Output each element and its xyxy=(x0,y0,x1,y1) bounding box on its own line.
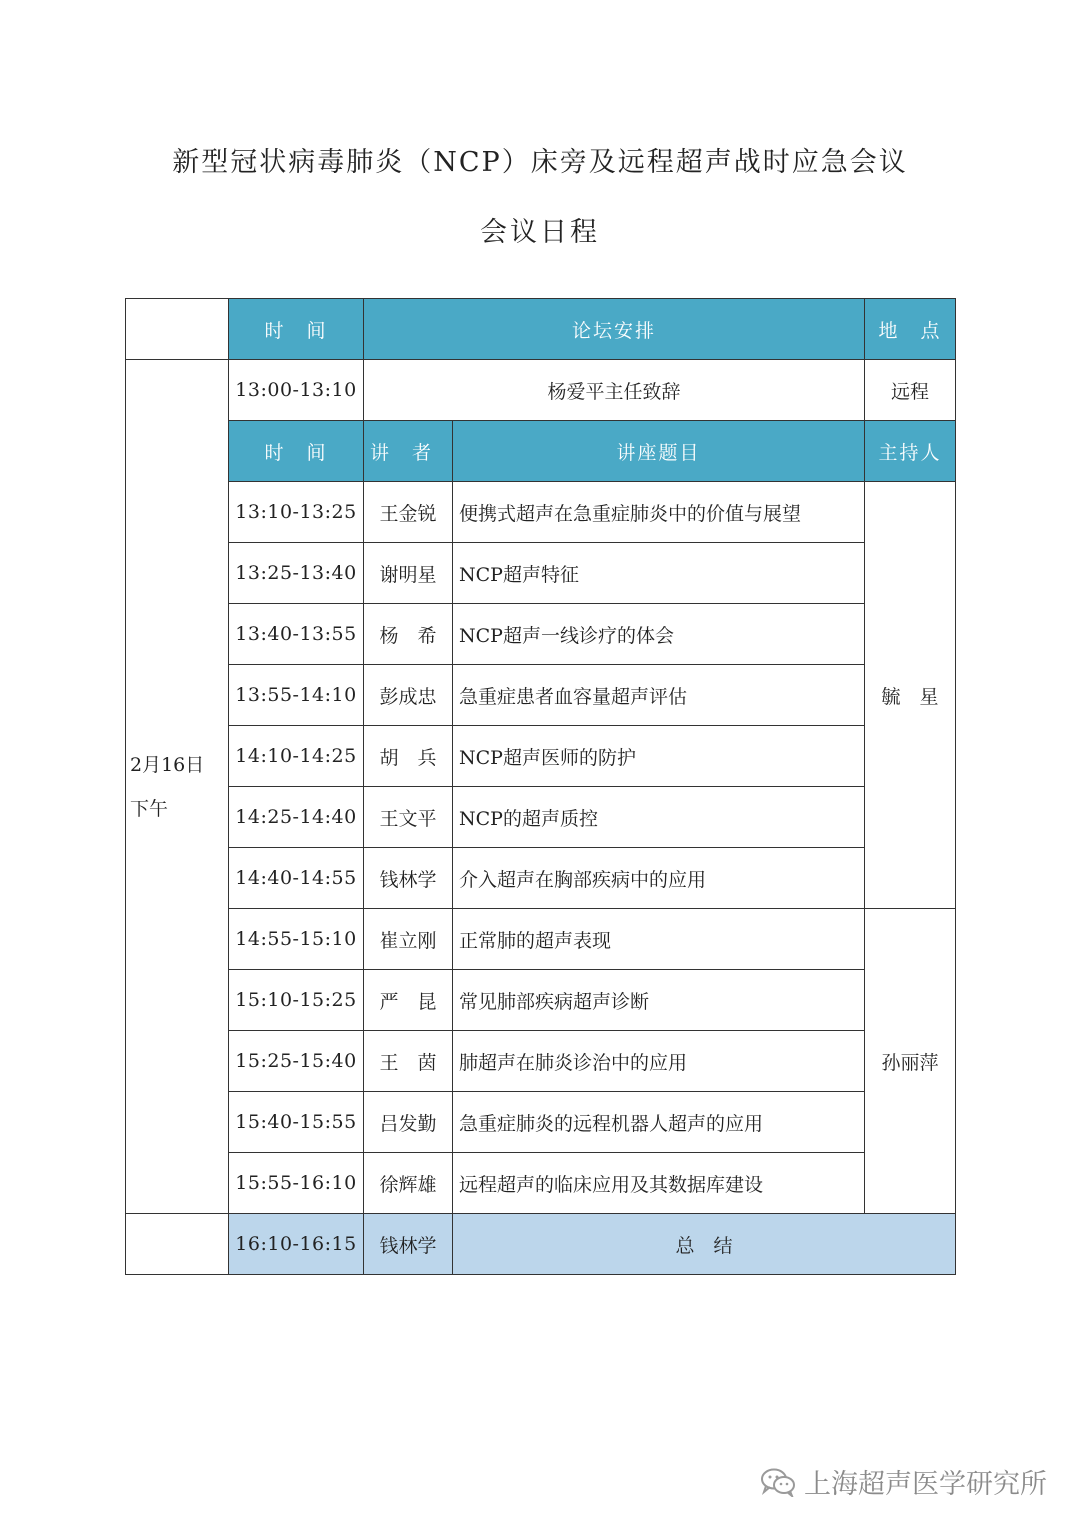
document-subtitle: 会议日程 xyxy=(480,217,600,248)
session-speaker: 崔立刚 xyxy=(364,909,453,970)
table-row xyxy=(126,1153,956,1214)
host-cell-2: 孙丽萍 xyxy=(865,909,956,1214)
session-time: 13:25-13:40 xyxy=(229,543,364,604)
session-speaker: 杨 希 xyxy=(364,604,453,665)
header-forum: 论坛安排 xyxy=(364,299,865,360)
table-row xyxy=(126,604,956,665)
session-time: 14:10-14:25 xyxy=(229,726,364,787)
closing-row xyxy=(126,1214,956,1275)
session-topic: 介入超声在胸部疾病中的应用 xyxy=(453,848,865,909)
session-time: 15:25-15:40 xyxy=(229,1031,364,1092)
schedule-table xyxy=(125,298,956,1275)
table-row xyxy=(126,482,956,543)
session-speaker: 胡 兵 xyxy=(364,726,453,787)
table-row xyxy=(126,1092,956,1153)
session-speaker: 钱林学 xyxy=(364,848,453,909)
opening-location: 远程 xyxy=(865,360,956,421)
blank-closing-cell xyxy=(126,1214,229,1275)
session-speaker: 彭成忠 xyxy=(364,665,453,726)
session-topic: 肺超声在肺炎诊治中的应用 xyxy=(453,1031,865,1092)
session-topic: 常见肺部疾病超声诊断 xyxy=(453,970,865,1031)
header2-speaker: 讲 者 xyxy=(364,421,453,482)
session-topic: NCP的超声质控 xyxy=(453,787,865,848)
header-row-2 xyxy=(126,421,956,482)
watermark xyxy=(760,1462,1047,1501)
host-cell-1: 毓 星 xyxy=(865,482,956,909)
header-time: 时 间 xyxy=(229,299,364,360)
session-topic: 远程超声的临床应用及其数据库建设 xyxy=(453,1153,865,1214)
opening-content: 杨爱平主任致辞 xyxy=(364,360,865,421)
header2-host: 主持人 xyxy=(865,421,956,482)
opening-row xyxy=(126,360,956,421)
session-topic: NCP超声特征 xyxy=(453,543,865,604)
watermark-text: 上海超声医学研究所 xyxy=(804,1469,1047,1500)
session-topic: 正常肺的超声表现 xyxy=(453,909,865,970)
header-location: 地 点 xyxy=(865,299,956,360)
session-topic: NCP超声一线诊疗的体会 xyxy=(453,604,865,665)
session-speaker: 王 茵 xyxy=(364,1031,453,1092)
session-speaker: 谢明星 xyxy=(364,543,453,604)
session-topic: 便携式超声在急重症肺炎中的价值与展望 xyxy=(453,482,865,543)
session-time: 14:40-14:55 xyxy=(229,848,364,909)
session-topic: NCP超声医师的防护 xyxy=(453,726,865,787)
table-row xyxy=(126,909,956,970)
date-label: 2月16日 xyxy=(130,753,205,776)
document-title: 新型冠状病毒肺炎（NCP）床旁及远程超声战时应急会议 xyxy=(172,147,908,178)
table-row xyxy=(126,543,956,604)
session-time: 15:55-16:10 xyxy=(229,1153,364,1214)
table-row xyxy=(126,1031,956,1092)
table-row xyxy=(126,848,956,909)
table-row xyxy=(126,726,956,787)
session-speaker: 吕发勤 xyxy=(364,1092,453,1153)
session-speaker: 王金锐 xyxy=(364,482,453,543)
closing-content: 总 结 xyxy=(453,1214,956,1275)
session-speaker: 严 昆 xyxy=(364,970,453,1031)
session-topic: 急重症肺炎的远程机器人超声的应用 xyxy=(453,1092,865,1153)
session-time: 13:55-14:10 xyxy=(229,665,364,726)
header-row-1 xyxy=(126,299,956,360)
wechat-icon xyxy=(760,1467,796,1497)
opening-time: 13:00-13:10 xyxy=(229,360,364,421)
period-label: 下午 xyxy=(130,797,169,820)
session-time: 15:40-15:55 xyxy=(229,1092,364,1153)
blank-corner-cell xyxy=(126,299,229,360)
session-time: 15:10-15:25 xyxy=(229,970,364,1031)
session-time: 13:40-13:55 xyxy=(229,604,364,665)
session-time: 14:25-14:40 xyxy=(229,787,364,848)
table-row xyxy=(126,665,956,726)
closing-time: 16:10-16:15 xyxy=(229,1214,364,1275)
date-cell xyxy=(126,360,229,1214)
session-time: 14:55-15:10 xyxy=(229,909,364,970)
table-row xyxy=(126,970,956,1031)
session-speaker: 王文平 xyxy=(364,787,453,848)
session-time: 13:10-13:25 xyxy=(229,482,364,543)
session-topic: 急重症患者血容量超声评估 xyxy=(453,665,865,726)
table-row xyxy=(126,787,956,848)
header2-topic: 讲座题目 xyxy=(453,421,865,482)
session-speaker: 徐辉雄 xyxy=(364,1153,453,1214)
header2-time: 时 间 xyxy=(229,421,364,482)
closing-speaker: 钱林学 xyxy=(364,1214,453,1275)
